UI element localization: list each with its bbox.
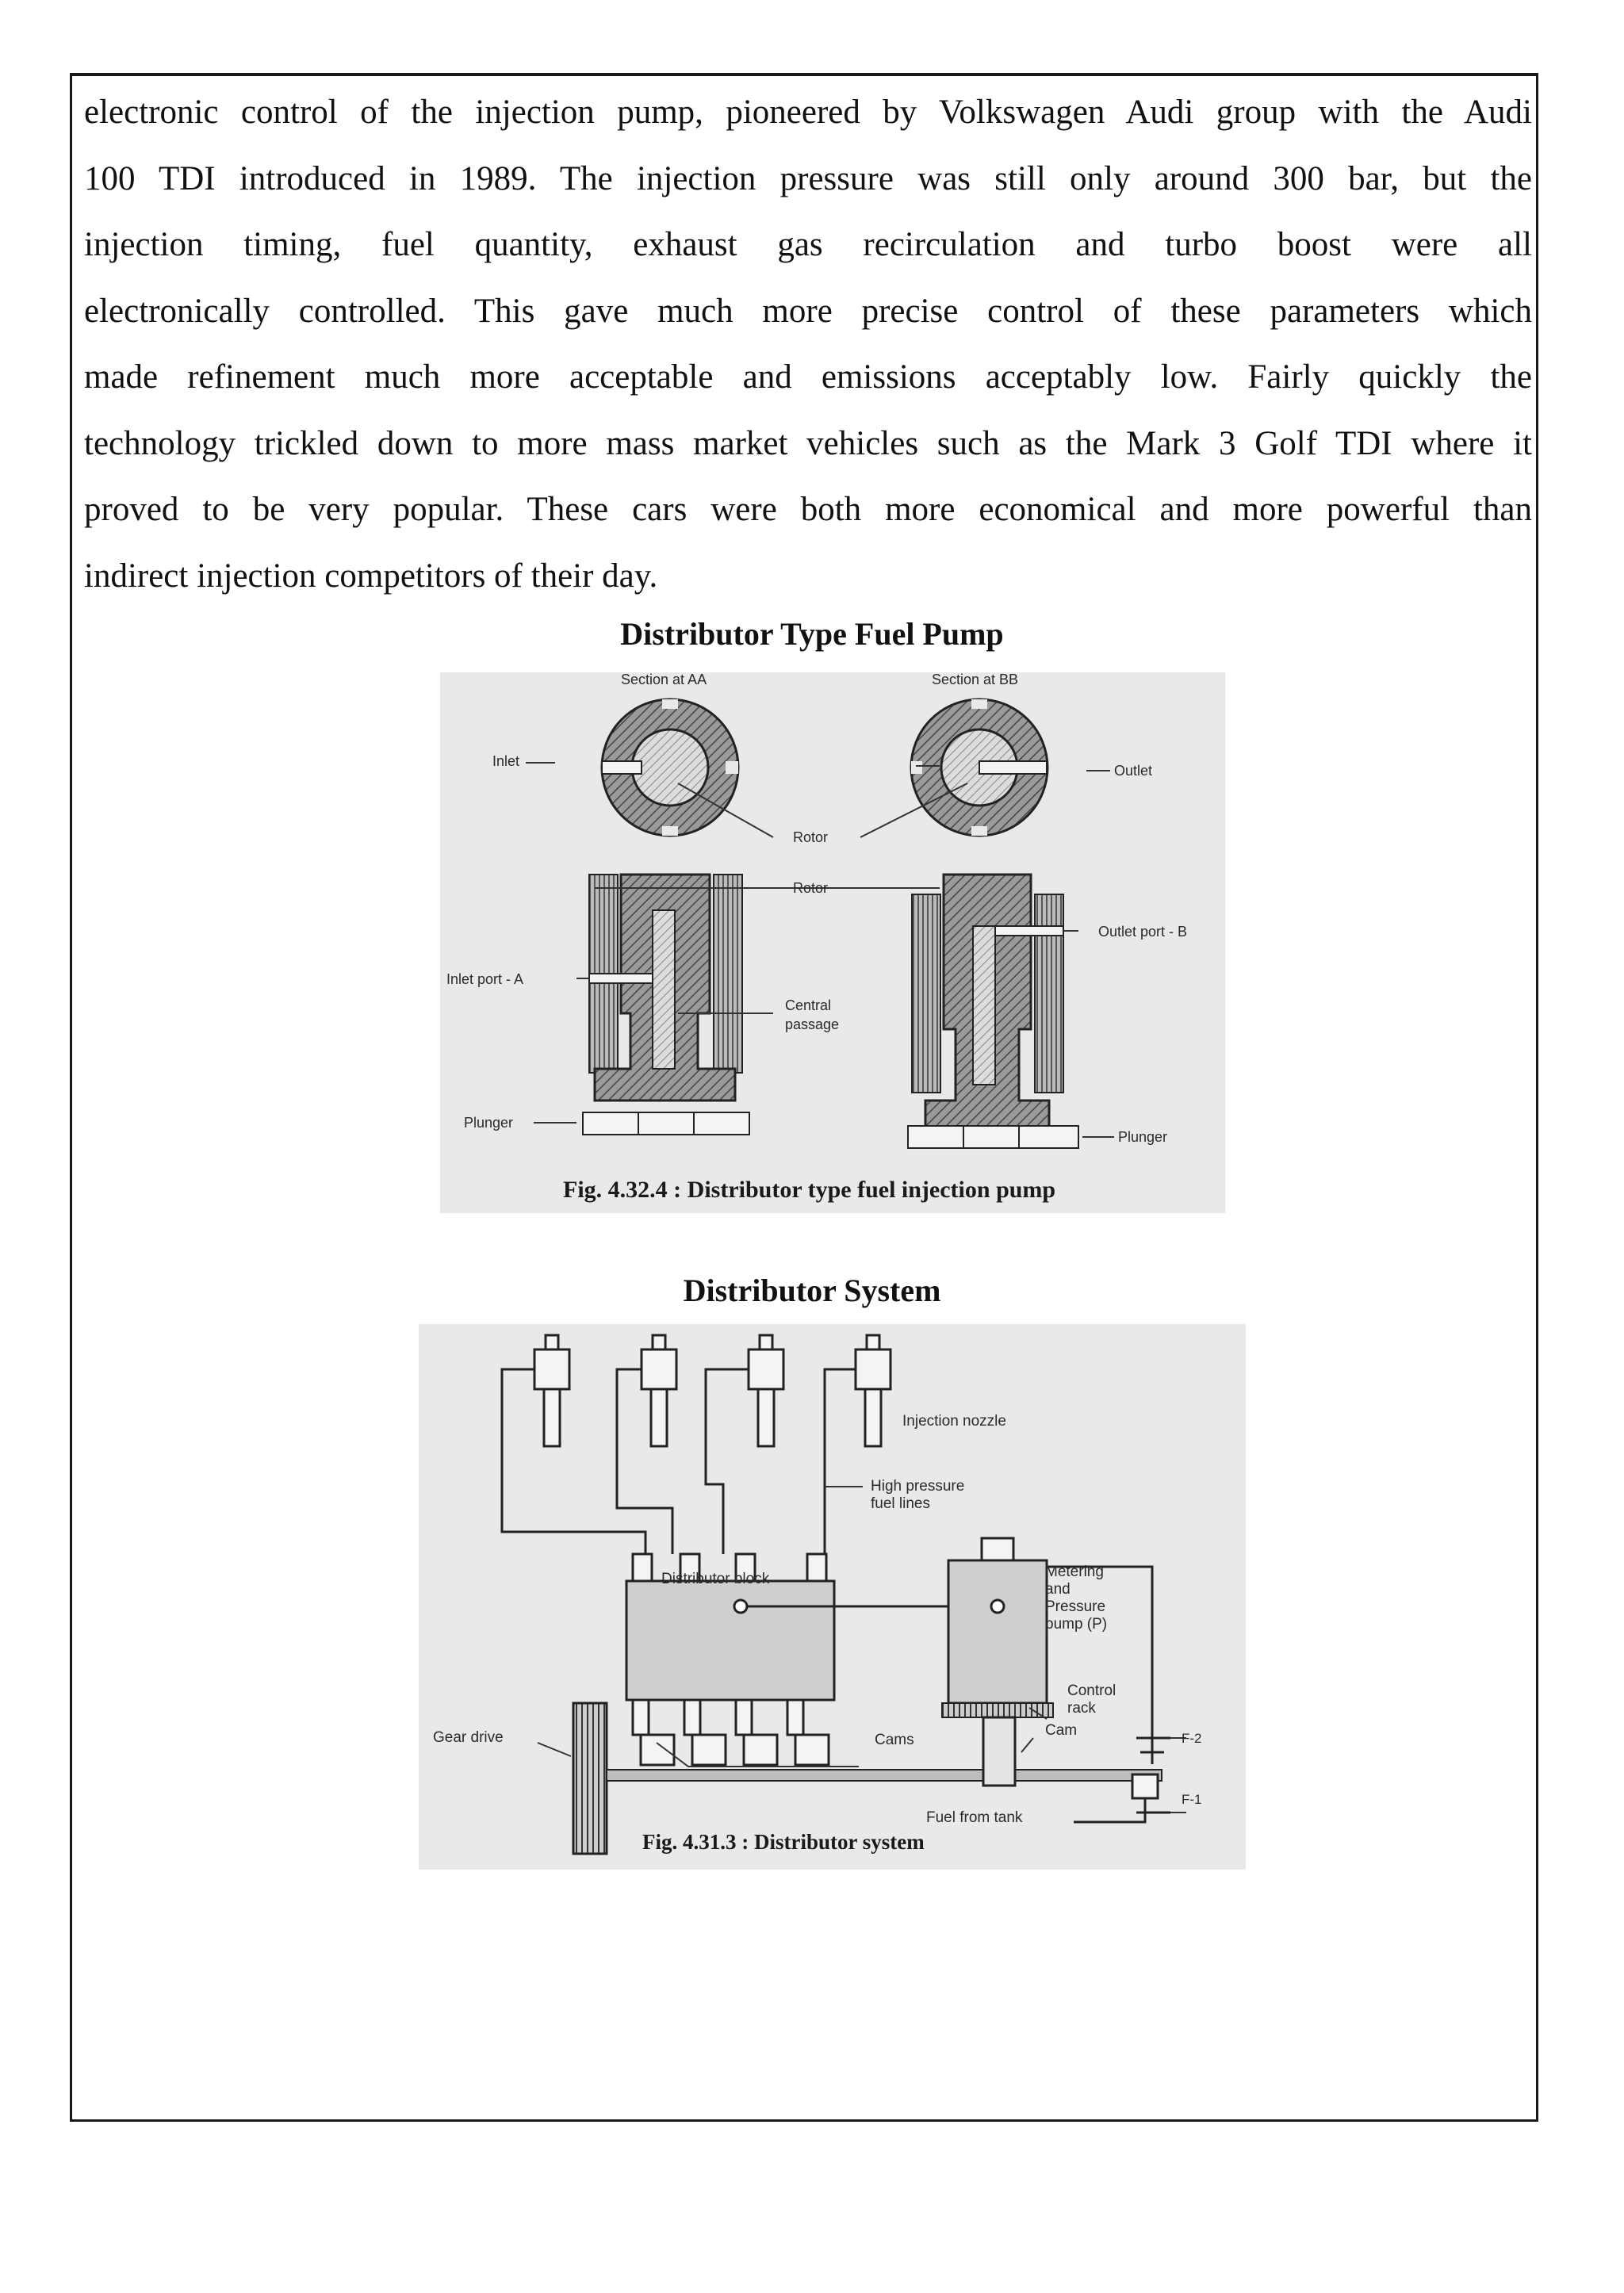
label-rack: rack: [1067, 1700, 1096, 1717]
label-passage: passage: [785, 1016, 840, 1032]
body-line: technology trickled down to more mass market vehicles such as the Mark 3 Golf TDI where it: [84, 424, 1532, 462]
label-plunger-left: Plunger: [464, 1115, 514, 1131]
body-line: 100 TDI introduced in 1989. The injection pressure was still only around 300 bar, but the: [84, 159, 1532, 197]
metering-pump: [942, 1538, 1053, 1786]
right-pump-body: [908, 875, 1078, 1148]
left-pump-body: [583, 875, 749, 1135]
label-rotor-mid: Rotor: [793, 880, 829, 896]
body-line: electronic control of the injection pump, pioneered by Volkswagen Audi group with the Audi: [84, 94, 1532, 131]
label-high-pressure: High pressure: [871, 1478, 965, 1495]
label-rotor-top: Rotor: [793, 829, 829, 845]
label-gear-drive: Gear drive: [433, 1729, 504, 1746]
label-outlet: Outlet: [1114, 763, 1153, 779]
gear-drive-wheel: [573, 1703, 607, 1854]
figure1-caption: Fig. 4.32.4 : Distributor type fuel injection pump: [563, 1177, 1056, 1203]
label-outlet-port: Outlet port - B: [1098, 924, 1188, 940]
label-inlet: Inlet: [492, 753, 519, 769]
label-fuel-from-tank: Fuel from tank: [926, 1809, 1023, 1826]
label-section-bb: Section at BB: [932, 672, 1019, 687]
section-bb-view: [911, 699, 1048, 836]
figure2-diagram: [419, 1324, 1246, 1870]
label-section-aa: Section at AA: [621, 672, 707, 687]
body-paragraph: [84, 79, 1532, 609]
label-plunger-right: Plunger: [1118, 1129, 1168, 1145]
body-line: proved to be very popular. These cars were both more economical and more powerful than: [84, 491, 1532, 528]
figure1-title: Distributor Type Fuel Pump: [620, 616, 1004, 652]
label-distributor-block: Distributor block: [661, 1571, 770, 1587]
label-metering: Metering: [1045, 1564, 1104, 1580]
label-inlet-port: Inlet port - A: [446, 971, 524, 987]
label-fuel-lines: fuel lines: [871, 1495, 930, 1512]
label-and: and: [1045, 1581, 1071, 1598]
label-cam: Cam: [1045, 1722, 1078, 1739]
drive-shaft: [607, 1770, 1162, 1781]
body-line: injection timing, fuel quantity, exhaust gas recirculation and turbo boost were all: [84, 226, 1532, 263]
figure2-caption: Fig. 4.31.3 : Distributor system: [642, 1830, 925, 1854]
label-pressure: Pressure: [1045, 1598, 1106, 1615]
label-cams: Cams: [875, 1732, 914, 1748]
label-injection-nozzle: Injection nozzle: [902, 1413, 1006, 1430]
label-f1: F-1: [1182, 1792, 1202, 1807]
body-line: made refinement much more acceptable and emissions acceptably low. Fairly quickly the: [84, 358, 1532, 396]
label-f2: F-2: [1182, 1731, 1202, 1746]
label-central: Central: [785, 997, 832, 1013]
body-line: indirect injection competitors of their day.: [84, 557, 658, 595]
figure2-title: Distributor System: [683, 1273, 941, 1308]
section-aa-view: [602, 699, 738, 836]
injectors: [534, 1335, 891, 1446]
label-pump-p: pump (P): [1045, 1616, 1108, 1633]
figure1-diagram: [440, 672, 1225, 1213]
label-control: Control: [1067, 1682, 1116, 1699]
body-line: electronically controlled. This gave much more precise control of these parameters which: [84, 292, 1532, 330]
